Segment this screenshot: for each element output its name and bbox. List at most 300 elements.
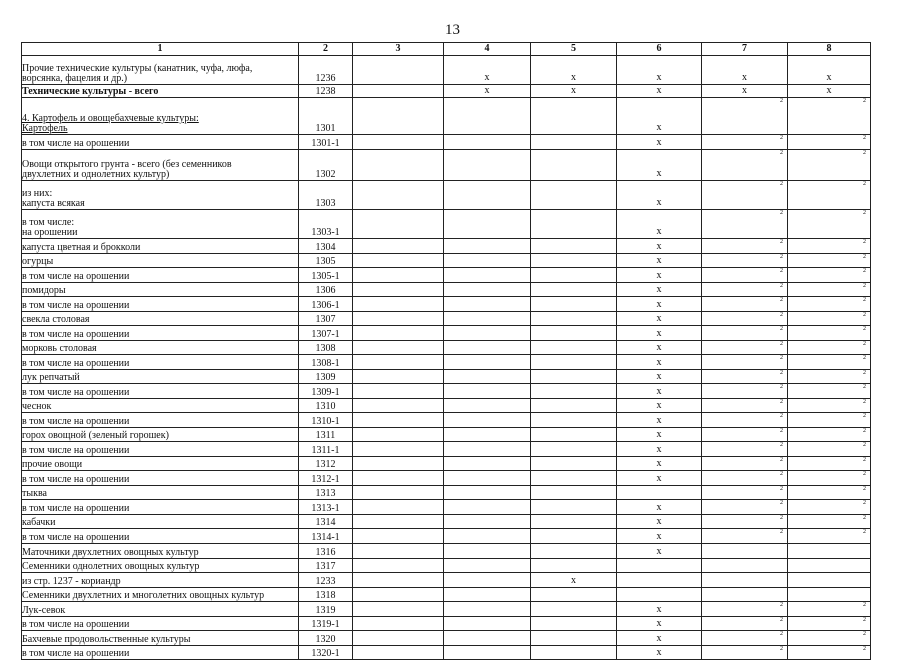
entry-cell-col3[interactable] — [353, 210, 444, 239]
entry-cell-col4[interactable] — [444, 442, 531, 457]
entry-cell-col8[interactable] — [788, 326, 871, 341]
footnote-marker: 2 — [863, 312, 866, 318]
entry-cell-col6[interactable] — [617, 529, 702, 544]
entry-cell-col3[interactable] — [353, 617, 444, 631]
entry-cell-col7[interactable] — [702, 471, 788, 486]
entry-cell-col5[interactable] — [531, 559, 617, 573]
indicator-name-line: Лук-севок — [22, 605, 66, 616]
entry-cell-col7[interactable] — [702, 588, 788, 602]
entry-cell-col4[interactable] — [444, 326, 531, 341]
entry-cell-col8[interactable] — [788, 646, 871, 660]
entry-cell-col5[interactable] — [531, 98, 617, 135]
indicator-name-cell — [22, 283, 299, 297]
entry-cell-col7[interactable] — [702, 341, 788, 355]
entry-cell-col3[interactable] — [353, 486, 444, 500]
indicator-name-line: тыква — [22, 488, 47, 499]
entry-cell-col6[interactable] — [617, 297, 702, 312]
column-header: 1 — [22, 43, 299, 56]
entry-cell-col8[interactable] — [788, 297, 871, 312]
not-applicable-mark: x — [656, 444, 662, 455]
entry-cell-col4[interactable] — [444, 559, 531, 573]
indicator-name-line: в том числе на орошении — [22, 445, 130, 456]
footnote-marker: 2 — [780, 98, 783, 104]
entry-cell-col8[interactable] — [788, 428, 871, 442]
entry-cell-col8[interactable] — [788, 588, 871, 602]
row-code-cell: 1310 — [299, 399, 353, 413]
entry-cell-col6[interactable] — [617, 617, 702, 631]
entry-cell-col5[interactable] — [531, 150, 617, 181]
entry-cell-col7[interactable] — [702, 602, 788, 617]
entry-cell-col4[interactable] — [444, 544, 531, 559]
entry-cell-col5[interactable] — [531, 326, 617, 341]
entry-cell-col3[interactable] — [353, 602, 444, 617]
entry-cell-col5[interactable] — [531, 631, 617, 646]
entry-cell-col5[interactable] — [531, 500, 617, 515]
entry-cell-col8[interactable] — [788, 544, 871, 559]
entry-cell-col8[interactable] — [788, 602, 871, 617]
entry-cell-col4[interactable] — [444, 573, 531, 588]
indicator-name-line: горох овощной (зеленый горошек) — [22, 430, 169, 441]
entry-cell-col6[interactable] — [617, 573, 702, 588]
entry-cell-col4[interactable] — [444, 341, 531, 355]
entry-cell-col3[interactable] — [353, 56, 444, 85]
entry-cell-col5[interactable] — [531, 399, 617, 413]
entry-cell-col8[interactable] — [788, 98, 871, 135]
entry-cell-col5[interactable] — [531, 181, 617, 210]
entry-cell-col5[interactable] — [531, 457, 617, 471]
entry-cell-col5[interactable] — [531, 486, 617, 500]
indicator-name-line: в том числе на орошении — [22, 532, 130, 543]
entry-cell-col6[interactable] — [617, 500, 702, 515]
entry-cell-col7[interactable] — [702, 646, 788, 660]
entry-cell-col5[interactable] — [531, 239, 617, 254]
entry-cell-col5[interactable] — [531, 341, 617, 355]
not-applicable-mark: x — [656, 255, 662, 266]
footnote-marker: 2 — [780, 312, 783, 318]
not-applicable-mark: x — [656, 415, 662, 426]
page-number: 13 — [445, 22, 460, 38]
entry-cell-col8[interactable] — [788, 150, 871, 181]
table-row — [22, 326, 871, 341]
footnote-marker: 2 — [780, 341, 783, 347]
entry-cell-col6[interactable] — [617, 268, 702, 283]
entry-cell-col7[interactable] — [702, 312, 788, 326]
table-row — [22, 413, 871, 428]
entry-cell-col8[interactable] — [788, 631, 871, 646]
entry-cell-col4[interactable] — [444, 413, 531, 428]
entry-cell-col7[interactable] — [702, 500, 788, 515]
row-code-cell: 1306 — [299, 283, 353, 297]
entry-cell-col4[interactable] — [444, 98, 531, 135]
entry-cell-col6[interactable] — [617, 399, 702, 413]
entry-cell-col4[interactable] — [444, 384, 531, 399]
entry-cell-col3[interactable] — [353, 631, 444, 646]
entry-cell-col8[interactable] — [788, 341, 871, 355]
entry-cell-col3[interactable] — [353, 341, 444, 355]
entry-cell-col4[interactable] — [444, 150, 531, 181]
entry-cell-col3[interactable] — [353, 254, 444, 268]
entry-cell-col3[interactable] — [353, 500, 444, 515]
entry-cell-col8[interactable] — [788, 442, 871, 457]
entry-cell-col5[interactable] — [531, 471, 617, 486]
entry-cell-col8[interactable] — [788, 254, 871, 268]
entry-cell-col3[interactable] — [353, 370, 444, 384]
entry-cell-col8[interactable] — [788, 617, 871, 631]
table-row — [22, 457, 871, 471]
entry-cell-col6[interactable] — [617, 56, 702, 85]
indicator-name-cell — [22, 631, 299, 646]
entry-cell-col3[interactable] — [353, 181, 444, 210]
entry-cell-col5[interactable] — [531, 588, 617, 602]
not-applicable-mark: x — [656, 546, 662, 557]
entry-cell-col5[interactable] — [531, 515, 617, 529]
footnote-marker: 2 — [863, 150, 866, 156]
entry-cell-col8[interactable] — [788, 181, 871, 210]
entry-cell-col4[interactable] — [444, 529, 531, 544]
entry-cell-col4[interactable] — [444, 370, 531, 384]
column-header: 8 — [788, 43, 871, 56]
row-code-cell: 1318 — [299, 588, 353, 602]
entry-cell-col5[interactable] — [531, 297, 617, 312]
not-applicable-mark: x — [656, 122, 662, 133]
entry-cell-col5[interactable] — [531, 602, 617, 617]
entry-cell-col7[interactable] — [702, 283, 788, 297]
entry-cell-col5[interactable] — [531, 210, 617, 239]
entry-cell-col5[interactable] — [531, 268, 617, 283]
entry-cell-col5[interactable] — [531, 413, 617, 428]
not-applicable-mark: x — [656, 618, 662, 629]
entry-cell-col8[interactable] — [788, 457, 871, 471]
entry-cell-col7[interactable] — [702, 617, 788, 631]
footnote-marker: 2 — [780, 239, 783, 245]
entry-cell-col6[interactable] — [617, 341, 702, 355]
entry-cell-col7[interactable] — [702, 370, 788, 384]
entry-cell-col7[interactable] — [702, 181, 788, 210]
entry-cell-col3[interactable] — [353, 515, 444, 529]
indicator-name-cell — [22, 85, 299, 98]
entry-cell-col8[interactable] — [788, 135, 871, 150]
entry-cell-col5[interactable] — [531, 312, 617, 326]
entry-cell-col5[interactable] — [531, 135, 617, 150]
entry-cell-col6[interactable] — [617, 428, 702, 442]
entry-cell-col7[interactable] — [702, 486, 788, 500]
entry-cell-col3[interactable] — [353, 428, 444, 442]
entry-cell-col7[interactable] — [702, 56, 788, 85]
entry-cell-col4[interactable] — [444, 457, 531, 471]
indicator-name-line: прочие овощи — [22, 459, 83, 470]
indicator-name-line: в том числе на орошении — [22, 416, 130, 427]
indicator-name-cell — [22, 326, 299, 341]
entry-cell-col4[interactable] — [444, 602, 531, 617]
entry-cell-col7[interactable] — [702, 326, 788, 341]
entry-cell-col4[interactable] — [444, 355, 531, 370]
footnote-marker: 2 — [780, 486, 783, 492]
entry-cell-col6[interactable] — [617, 631, 702, 646]
entry-cell-col3[interactable] — [353, 529, 444, 544]
entry-cell-col4[interactable] — [444, 181, 531, 210]
entry-cell-col3[interactable] — [353, 85, 444, 98]
entry-cell-col8[interactable] — [788, 471, 871, 486]
entry-cell-col6[interactable] — [617, 254, 702, 268]
indicator-name-cell — [22, 399, 299, 413]
entry-cell-col7[interactable] — [702, 85, 788, 98]
entry-cell-col6[interactable] — [617, 181, 702, 210]
entry-cell-col3[interactable] — [353, 239, 444, 254]
entry-cell-col5[interactable] — [531, 573, 617, 588]
row-code-cell: 1316 — [299, 544, 353, 559]
entry-cell-col4[interactable] — [444, 268, 531, 283]
entry-cell-col8[interactable] — [788, 399, 871, 413]
entry-cell-col8[interactable] — [788, 312, 871, 326]
entry-cell-col6[interactable] — [617, 486, 702, 500]
entry-cell-col7[interactable] — [702, 515, 788, 529]
indicator-name-cell — [22, 559, 299, 573]
entry-cell-col8[interactable] — [788, 559, 871, 573]
footnote-marker: 2 — [863, 442, 866, 448]
entry-cell-col3[interactable] — [353, 135, 444, 150]
entry-cell-col4[interactable] — [444, 471, 531, 486]
entry-cell-col8[interactable] — [788, 573, 871, 588]
entry-cell-col8[interactable] — [788, 210, 871, 239]
not-applicable-mark: x — [656, 328, 662, 339]
entry-cell-col3[interactable] — [353, 283, 444, 297]
entry-cell-col5[interactable] — [531, 355, 617, 370]
entry-cell-col4[interactable] — [444, 646, 531, 660]
entry-cell-col7[interactable] — [702, 98, 788, 135]
entry-cell-col5[interactable] — [531, 254, 617, 268]
entry-cell-col8[interactable] — [788, 56, 871, 85]
entry-cell-col3[interactable] — [353, 326, 444, 341]
entry-cell-col4[interactable] — [444, 85, 531, 98]
row-code-cell: 1233 — [299, 573, 353, 588]
entry-cell-col3[interactable] — [353, 384, 444, 399]
entry-cell-col8[interactable] — [788, 384, 871, 399]
entry-cell-col7[interactable] — [702, 442, 788, 457]
entry-cell-col8[interactable] — [788, 85, 871, 98]
footnote-marker: 2 — [863, 254, 866, 260]
not-applicable-mark: x — [656, 502, 662, 513]
entry-cell-col6[interactable] — [617, 384, 702, 399]
entry-cell-col5[interactable] — [531, 370, 617, 384]
not-applicable-mark: x — [571, 85, 576, 96]
entry-cell-col6[interactable] — [617, 85, 702, 98]
entry-cell-col7[interactable] — [702, 457, 788, 471]
table-row — [22, 150, 871, 181]
entry-cell-col8[interactable] — [788, 355, 871, 370]
entry-cell-col7[interactable] — [702, 135, 788, 150]
entry-cell-col4[interactable] — [444, 399, 531, 413]
entry-cell-col7[interactable] — [702, 559, 788, 573]
entry-cell-col3[interactable] — [353, 355, 444, 370]
not-applicable-mark: x — [656, 342, 662, 353]
entry-cell-col7[interactable] — [702, 544, 788, 559]
table-row — [22, 341, 871, 355]
indicator-name-line: свекла столовая — [22, 314, 90, 325]
entry-cell-col4[interactable] — [444, 515, 531, 529]
entry-cell-col8[interactable] — [788, 370, 871, 384]
entry-cell-col7[interactable] — [702, 428, 788, 442]
entry-cell-col3[interactable] — [353, 98, 444, 135]
entry-cell-col7[interactable] — [702, 355, 788, 370]
entry-cell-col6[interactable] — [617, 355, 702, 370]
entry-cell-col3[interactable] — [353, 268, 444, 283]
entry-cell-col4[interactable] — [444, 631, 531, 646]
entry-cell-col7[interactable] — [702, 631, 788, 646]
entry-cell-col6[interactable] — [617, 442, 702, 457]
entry-cell-col5[interactable] — [531, 56, 617, 85]
entry-cell-col3[interactable] — [353, 457, 444, 471]
entry-cell-col6[interactable] — [617, 135, 702, 150]
not-applicable-mark: x — [656, 516, 662, 527]
table-row — [22, 442, 871, 457]
column-header: 3 — [353, 43, 444, 56]
table-row — [22, 428, 871, 442]
indicator-name-cell — [22, 150, 299, 181]
footnote-marker: 2 — [863, 355, 866, 361]
entry-cell-col5[interactable] — [531, 85, 617, 98]
entry-cell-col5[interactable] — [531, 384, 617, 399]
entry-cell-col4[interactable] — [444, 312, 531, 326]
table-row — [22, 355, 871, 370]
footnote-marker: 2 — [863, 239, 866, 245]
footnote-marker: 2 — [863, 297, 866, 303]
entry-cell-col8[interactable] — [788, 515, 871, 529]
row-code-cell: 1309 — [299, 370, 353, 384]
entry-cell-col3[interactable] — [353, 588, 444, 602]
entry-cell-col6[interactable] — [617, 239, 702, 254]
entry-cell-col7[interactable] — [702, 529, 788, 544]
entry-cell-col5[interactable] — [531, 529, 617, 544]
entry-cell-col6[interactable] — [617, 150, 702, 181]
entry-cell-col6[interactable] — [617, 326, 702, 341]
column-number-row — [22, 43, 871, 56]
indicator-name-line: капуста всякая — [22, 198, 85, 209]
table-row — [22, 617, 871, 631]
entry-cell-col5[interactable] — [531, 544, 617, 559]
entry-cell-col7[interactable] — [702, 254, 788, 268]
entry-cell-col6[interactable] — [617, 515, 702, 529]
not-applicable-mark: x — [656, 371, 662, 382]
entry-cell-col7[interactable] — [702, 297, 788, 312]
entry-cell-col4[interactable] — [444, 254, 531, 268]
entry-cell-col6[interactable] — [617, 98, 702, 135]
not-applicable-mark: x — [656, 357, 662, 368]
not-applicable-mark: x — [571, 575, 576, 586]
entry-cell-col6[interactable] — [617, 646, 702, 660]
entry-cell-col8[interactable] — [788, 500, 871, 515]
table-row — [22, 646, 871, 660]
entry-cell-col7[interactable] — [702, 210, 788, 239]
not-applicable-mark: x — [656, 137, 662, 148]
entry-cell-col3[interactable] — [353, 646, 444, 660]
entry-cell-col3[interactable] — [353, 573, 444, 588]
entry-cell-col4[interactable] — [444, 239, 531, 254]
entry-cell-col4[interactable] — [444, 500, 531, 515]
entry-cell-col6[interactable] — [617, 544, 702, 559]
entry-cell-col3[interactable] — [353, 413, 444, 428]
entry-cell-col6[interactable] — [617, 312, 702, 326]
entry-cell-col6[interactable] — [617, 602, 702, 617]
entry-cell-col5[interactable] — [531, 428, 617, 442]
entry-cell-col4[interactable] — [444, 210, 531, 239]
entry-cell-col8[interactable] — [788, 283, 871, 297]
entry-cell-col3[interactable] — [353, 297, 444, 312]
footnote-marker: 2 — [863, 283, 866, 289]
entry-cell-col8[interactable] — [788, 413, 871, 428]
entry-cell-col6[interactable] — [617, 370, 702, 384]
entry-cell-col4[interactable] — [444, 283, 531, 297]
entry-cell-col6[interactable] — [617, 588, 702, 602]
not-applicable-mark: x — [484, 72, 490, 83]
entry-cell-col3[interactable] — [353, 471, 444, 486]
entry-cell-col3[interactable] — [353, 150, 444, 181]
entry-cell-col4[interactable] — [444, 428, 531, 442]
entry-cell-col6[interactable] — [617, 471, 702, 486]
entry-cell-col7[interactable] — [702, 150, 788, 181]
entry-cell-col3[interactable] — [353, 559, 444, 573]
entry-cell-col7[interactable] — [702, 268, 788, 283]
entry-cell-col7[interactable] — [702, 239, 788, 254]
indicator-name-line: Прочие технические культуры (канатник, чуфа, люфа, — [22, 63, 253, 74]
entry-cell-col4[interactable] — [444, 297, 531, 312]
indicator-name-line: в том числе на орошении — [22, 648, 130, 659]
entry-cell-col6[interactable] — [617, 283, 702, 297]
entry-cell-col3[interactable] — [353, 399, 444, 413]
entry-cell-col8[interactable] — [788, 239, 871, 254]
entry-cell-col8[interactable] — [788, 529, 871, 544]
entry-cell-col7[interactable] — [702, 399, 788, 413]
entry-cell-col4[interactable] — [444, 135, 531, 150]
entry-cell-col8[interactable] — [788, 268, 871, 283]
not-applicable-mark: x — [656, 72, 662, 83]
entry-cell-col8[interactable] — [788, 486, 871, 500]
entry-cell-col4[interactable] — [444, 56, 531, 85]
footnote-marker: 2 — [863, 135, 866, 141]
not-applicable-mark: x — [656, 473, 662, 484]
entry-cell-col5[interactable] — [531, 283, 617, 297]
entry-cell-col5[interactable] — [531, 617, 617, 631]
entry-cell-col3[interactable] — [353, 312, 444, 326]
table-row — [22, 181, 871, 210]
not-applicable-mark: x — [656, 284, 662, 295]
footnote-marker: 2 — [863, 602, 866, 608]
indicator-name-cell — [22, 602, 299, 617]
column-header: 5 — [531, 43, 617, 56]
column-header: 2 — [299, 43, 353, 56]
entry-cell-col6[interactable] — [617, 457, 702, 471]
indicator-name-line: Овощи открытого грунта - всего (без семенников — [22, 159, 232, 170]
footnote-marker: 2 — [863, 500, 866, 506]
entry-cell-col7[interactable] — [702, 573, 788, 588]
footnote-marker: 2 — [780, 646, 783, 652]
footnote-marker: 2 — [863, 341, 866, 347]
entry-cell-col3[interactable] — [353, 442, 444, 457]
entry-cell-col4[interactable] — [444, 617, 531, 631]
not-applicable-mark: x — [656, 168, 662, 179]
entry-cell-col6[interactable] — [617, 413, 702, 428]
entry-cell-col4[interactable] — [444, 588, 531, 602]
entry-cell-col5[interactable] — [531, 442, 617, 457]
entry-cell-col6[interactable] — [617, 210, 702, 239]
entry-cell-col6[interactable] — [617, 559, 702, 573]
entry-cell-col4[interactable] — [444, 486, 531, 500]
table-row — [22, 515, 871, 529]
entry-cell-col7[interactable] — [702, 384, 788, 399]
entry-cell-col3[interactable] — [353, 544, 444, 559]
entry-cell-col7[interactable] — [702, 413, 788, 428]
not-applicable-mark: x — [656, 400, 662, 411]
entry-cell-col5[interactable] — [531, 646, 617, 660]
